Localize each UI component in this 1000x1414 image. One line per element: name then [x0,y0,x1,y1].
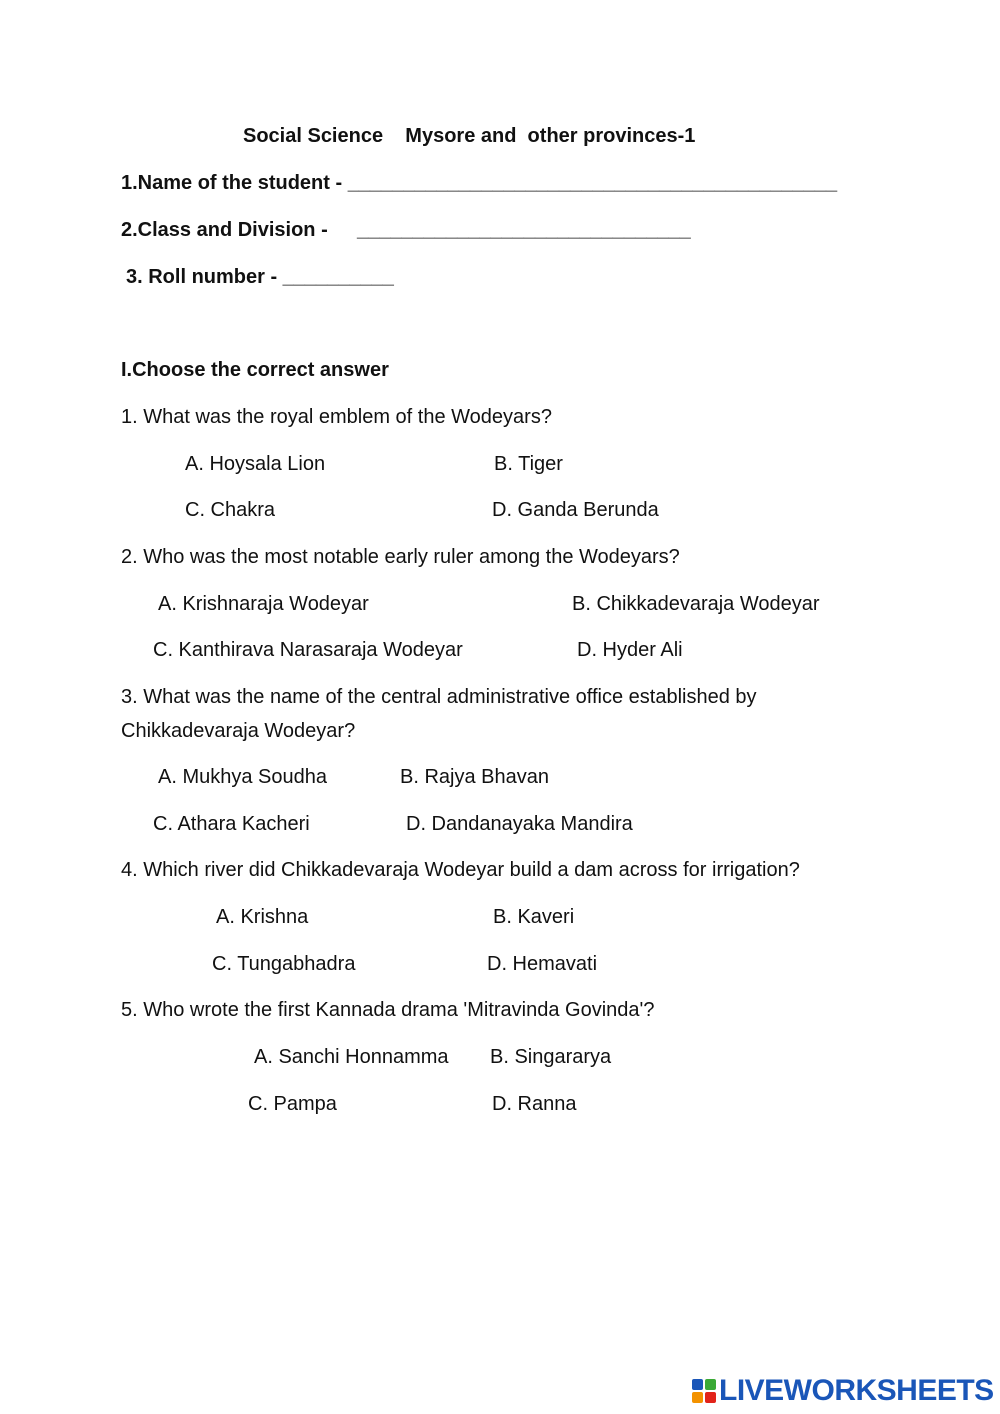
question-3-line-2: Chikkadevaraja Wodeyar? [121,720,356,742]
q2-option-d: D. Hyder Ali [577,639,683,661]
class-division-blank: ______________________________ [357,219,691,241]
q5-option-a: A. Sanchi Honnamma [254,1046,449,1068]
q5-option-d: D. Ranna [492,1093,577,1115]
q4-option-a: A. Krishna [216,906,309,928]
q4-option-c: C. Tungabhadra [212,953,356,975]
class-division-label: 2.Class and Division - [121,219,328,241]
q2-option-b: B. Chikkadevaraja Wodeyar [572,593,820,615]
question-4: 4. Which river did Chikkadevaraja Wodeyar build a dam across for irrigation? [121,859,800,881]
question-2: 2. Who was the most notable early ruler among the Wodeyars? [121,546,680,568]
q3-option-b: B. Rajya Bhavan [400,766,549,788]
section-heading: I.Choose the correct answer [121,359,389,381]
q4-option-d: D. Hemavati [487,953,598,975]
q3-option-c: C. Athara Kacheri [153,813,310,835]
q1-option-d: D. Ganda Berunda [492,499,659,521]
liveworksheets-logo [692,1374,994,1408]
question-3-line-1: 3. What was the name of the central administrative office established by [121,686,757,708]
q3-option-a: A. Mukhya Soudha [158,766,327,788]
page-title: Social Science Mysore and other provinces-1 [243,125,696,147]
q1-option-b: B. Tiger [494,453,563,475]
q5-option-c: C. Pampa [248,1093,337,1115]
q1-option-a: A. Hoysala Lion [185,453,326,475]
student-name-field: 1.Name of the student - ____________________________________________ [121,172,838,194]
q2-option-a: A. Krishnaraja Wodeyar [158,593,369,615]
question-5: 5. Who wrote the first Kannada drama 'Mitravinda Govinda'? [121,999,655,1021]
logo-wordmark: LIVEWORKSHEETS [719,1374,994,1407]
q3-option-d: D. Dandanayaka Mandira [406,813,633,835]
logo-grid-icon [692,1379,716,1403]
q5-option-b: B. Singararya [490,1046,612,1068]
q1-option-c: C. Chakra [185,499,276,521]
q2-option-c: C. Kanthirava Narasaraja Wodeyar [153,639,463,661]
q4-option-b: B. Kaveri [493,906,575,928]
question-1: 1. What was the royal emblem of the Wodeyars? [121,406,552,428]
roll-number-field: 3. Roll number - __________ [126,266,394,288]
